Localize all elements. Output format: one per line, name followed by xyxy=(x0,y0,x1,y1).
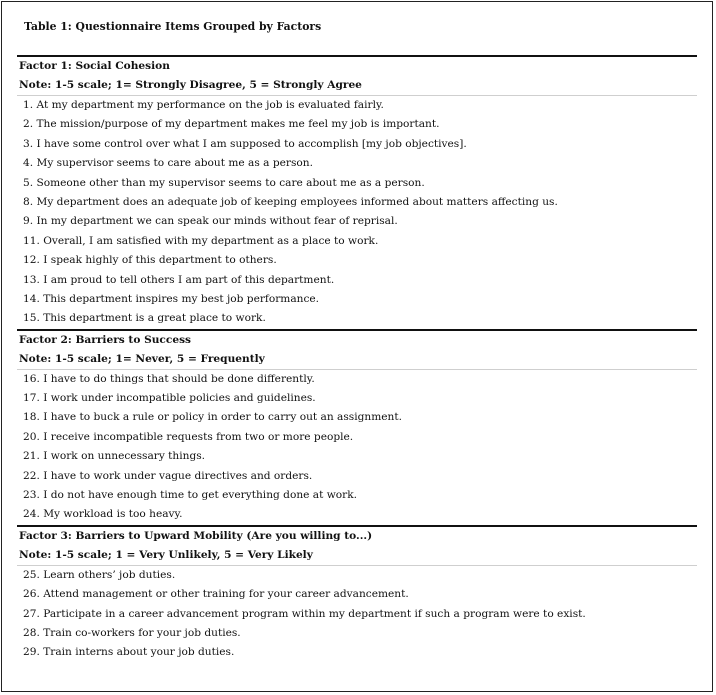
questionnaire-item: 16. I have to do things that should be done differently. xyxy=(23,372,315,385)
questionnaire-item: 13. I am proud to tell others I am part of this department. xyxy=(23,273,335,286)
questionnaire-item: 5. Someone other than my supervisor seems to care about me as a person. xyxy=(23,176,425,189)
questionnaire-item: 11. Overall, I am satisfied with my department as a place to work. xyxy=(23,234,379,247)
questionnaire-item: 21. I work on unnecessary things. xyxy=(23,450,206,463)
questionnaire-item: 4. My supervisor seems to care about me as a person. xyxy=(23,157,313,170)
factor-heading: Factor 3: Barriers to Upward Mobility (Are you willing to...) xyxy=(19,529,373,542)
scale-note: Note: 1-5 scale; 1 = Very Unlikely, 5 = Very Likely xyxy=(17,546,697,566)
questionnaire-item: 9. In my department we can speak our minds without fear of reprisal. xyxy=(23,215,398,228)
scale-note: Note: 1-5 scale; 1= Never, 5 = Frequently xyxy=(17,350,697,370)
questionnaire-item: 17. I work under incompatible policies and guidelines. xyxy=(23,392,316,405)
questionnaire-item: 25. Learn others’ job duties. xyxy=(23,568,176,581)
questionnaire-item: 27. Participate in a career advancement program within my department if such a program were to exist. xyxy=(23,607,586,620)
factor-section xyxy=(17,525,697,663)
questionnaire-item: 24. My workload is too heavy. xyxy=(23,508,183,521)
questionnaire-item: 14. This department inspires my best job performance. xyxy=(23,292,320,305)
table-title: Table 1: Questionnaire Items Grouped by Factors xyxy=(24,20,322,33)
questionnaire-item: 18. I have to buck a rule or policy in order to carry out an assignment. xyxy=(23,411,402,424)
questionnaire-table xyxy=(17,55,697,663)
questionnaire-item: 2. The mission/purpose of my department makes me feel my job is important. xyxy=(23,118,440,131)
factor-heading: Factor 2: Barriers to Success xyxy=(19,333,192,346)
questionnaire-item: 26. Attend management or other training for your career advancement. xyxy=(23,588,409,601)
questionnaire-item: 20. I receive incompatible requests from two or more people. xyxy=(23,430,354,443)
questionnaire-item: 29. Train interns about your job duties. xyxy=(23,646,235,659)
questionnaire-item: 3. I have some control over what I am supposed to accomplish [my job objectives]. xyxy=(23,137,467,150)
scale-note: Note: 1-5 scale; 1= Strongly Disagree, 5 = Strongly Agree xyxy=(17,76,697,96)
factor-section xyxy=(17,55,697,329)
questionnaire-item: 8. My department does an adequate job of keeping employees informed about matters affecting us. xyxy=(23,195,558,208)
questionnaire-item: 1. At my department my performance on the job is evaluated fairly. xyxy=(23,99,384,111)
questionnaire-item: 23. I do not have enough time to get everything done at work. xyxy=(23,489,358,502)
questionnaire-item: 12. I speak highly of this department to others. xyxy=(23,254,277,267)
questionnaire-item: 28. Train co-workers for your job duties. xyxy=(23,626,241,639)
factor-heading: Factor 1: Social Cohesion xyxy=(19,60,170,72)
factor-section xyxy=(17,329,697,525)
questionnaire-item: 22. I have to work under vague directives and orders. xyxy=(23,469,313,482)
questionnaire-item: 15. This department is a great place to work. xyxy=(23,312,266,325)
